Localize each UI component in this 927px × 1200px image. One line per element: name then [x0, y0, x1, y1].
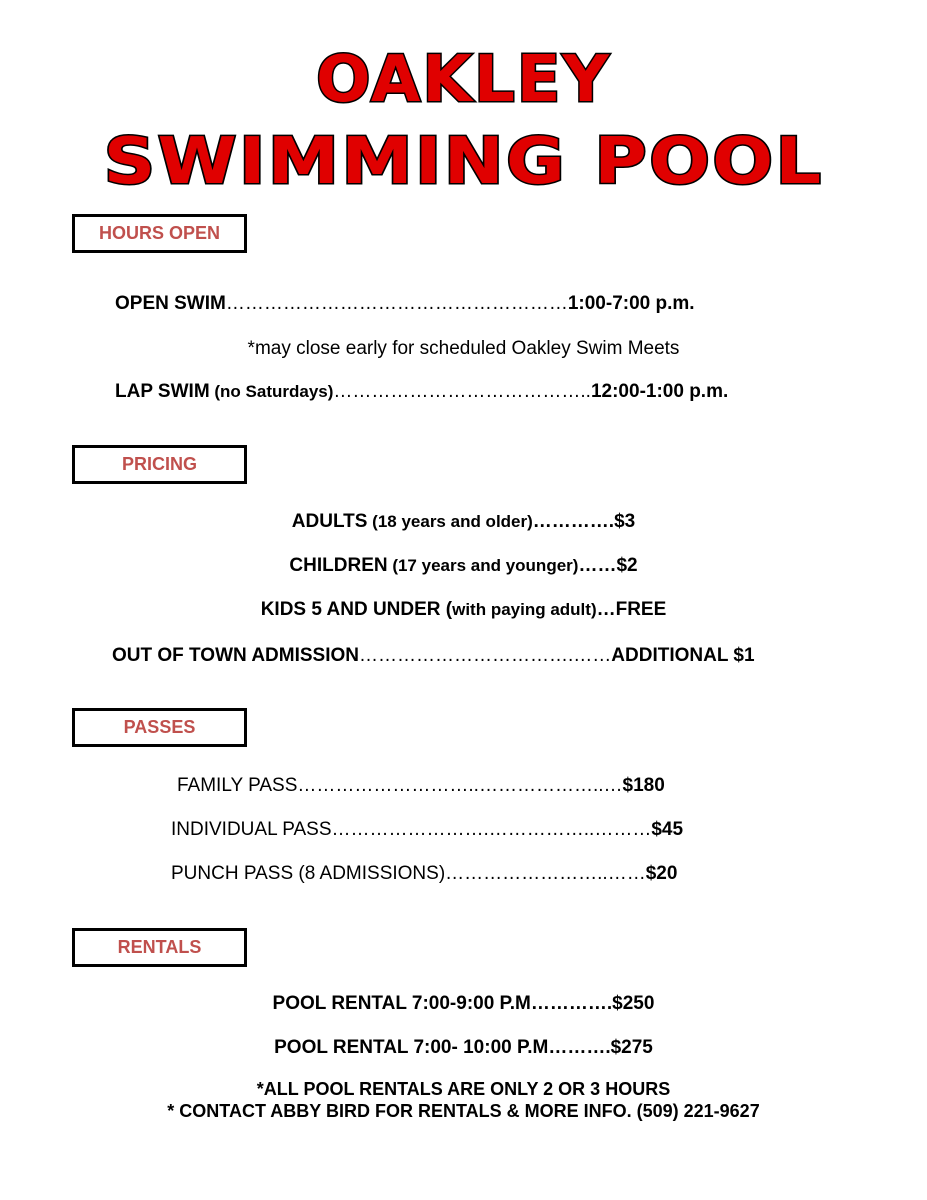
lap-swim-label: LAP SWIM	[115, 381, 210, 402]
kids-value: FREE	[615, 599, 667, 620]
open-swim-line	[115, 292, 695, 316]
hours-note: *may close early for scheduled Oakley Swim Meets	[247, 338, 680, 359]
individual-pass-leader: …………………….……………..………	[331, 819, 652, 840]
lap-swim-line	[115, 380, 728, 404]
adults-label: ADULTS	[291, 511, 368, 532]
kids-qualifier: with paying adult)	[452, 600, 597, 619]
rentals-footer-note: *ALL POOL RENTALS ARE ONLY 2 OR 3 HOURS	[256, 1079, 671, 1099]
adults-leader: ………….	[532, 511, 615, 532]
rentals-contact-note: * CONTACT ABBY BIRD FOR RENTALS & MORE INFO. (509) 221-9627	[167, 1101, 760, 1121]
kids-price-line	[0, 598, 927, 622]
section-heading-rentals: RENTALS	[72, 928, 247, 967]
children-price-line	[0, 554, 927, 578]
family-pass-leader: ………………………..………………..…	[297, 775, 623, 796]
punch-pass-line	[171, 862, 677, 886]
punch-pass-leader: ……………………..……	[445, 863, 646, 884]
title-oakley: OAKLEY	[316, 43, 611, 117]
kids-label: KIDS 5 AND UNDER (	[260, 599, 453, 620]
children-qualifier: (17 years and younger)	[387, 556, 579, 575]
adults-value: $3	[614, 511, 636, 532]
individual-pass-line	[171, 818, 683, 842]
rental-2-line	[0, 1036, 927, 1060]
individual-pass-label: INDIVIDUAL PASS	[171, 819, 332, 840]
rental-2-label: POOL RENTAL 7:00- 10:00 P.M	[274, 1037, 549, 1058]
punch-pass-label: PUNCH PASS (8 ADMISSIONS)	[171, 863, 446, 884]
children-label: CHILDREN	[289, 555, 388, 576]
section-heading-pricing: PRICING	[72, 445, 247, 484]
title-swimming-pool: SWIMMING POOL	[103, 125, 824, 199]
section-heading-passes: PASSES	[72, 708, 247, 747]
lap-swim-value: 12:00-1:00 p.m.	[590, 381, 729, 402]
kids-leader: …	[596, 599, 616, 620]
individual-pass-value: $45	[651, 819, 684, 840]
adults-price-line	[0, 510, 927, 534]
lap-swim-leader: …………………………………..	[333, 381, 591, 402]
out-of-town-label: OUT OF TOWN ADMISSION	[112, 645, 359, 666]
adults-qualifier: (18 years and older)	[367, 512, 533, 531]
rental-1-line	[0, 992, 927, 1016]
children-leader: ……	[578, 555, 617, 576]
open-swim-value: 1:00-7:00 p.m.	[567, 293, 695, 314]
family-pass-line	[177, 774, 665, 798]
lap-swim-qualifier: (no Saturdays)	[209, 382, 334, 401]
out-of-town-line	[112, 644, 755, 668]
children-value: $2	[616, 555, 638, 576]
open-swim-label: OPEN SWIM	[115, 293, 226, 314]
out-of-town-value: ADDITIONAL $1	[611, 645, 755, 666]
punch-pass-value: $20	[645, 863, 678, 884]
family-pass-value: $180	[622, 775, 665, 796]
section-heading-hours: HOURS OPEN	[72, 214, 247, 253]
out-of-town-leader: …………………………….……	[359, 645, 612, 666]
rental-2-leader: ……….	[548, 1037, 611, 1058]
rental-1-label: POOL RENTAL 7:00-9:00 P.M	[272, 993, 531, 1014]
rental-2-value: $275	[610, 1037, 653, 1058]
open-swim-leader: ………………………………………………	[225, 293, 568, 314]
rental-1-leader: ………….	[530, 993, 613, 1014]
family-pass-label: FAMILY PASS	[177, 775, 298, 796]
rental-1-value: $250	[612, 993, 655, 1014]
